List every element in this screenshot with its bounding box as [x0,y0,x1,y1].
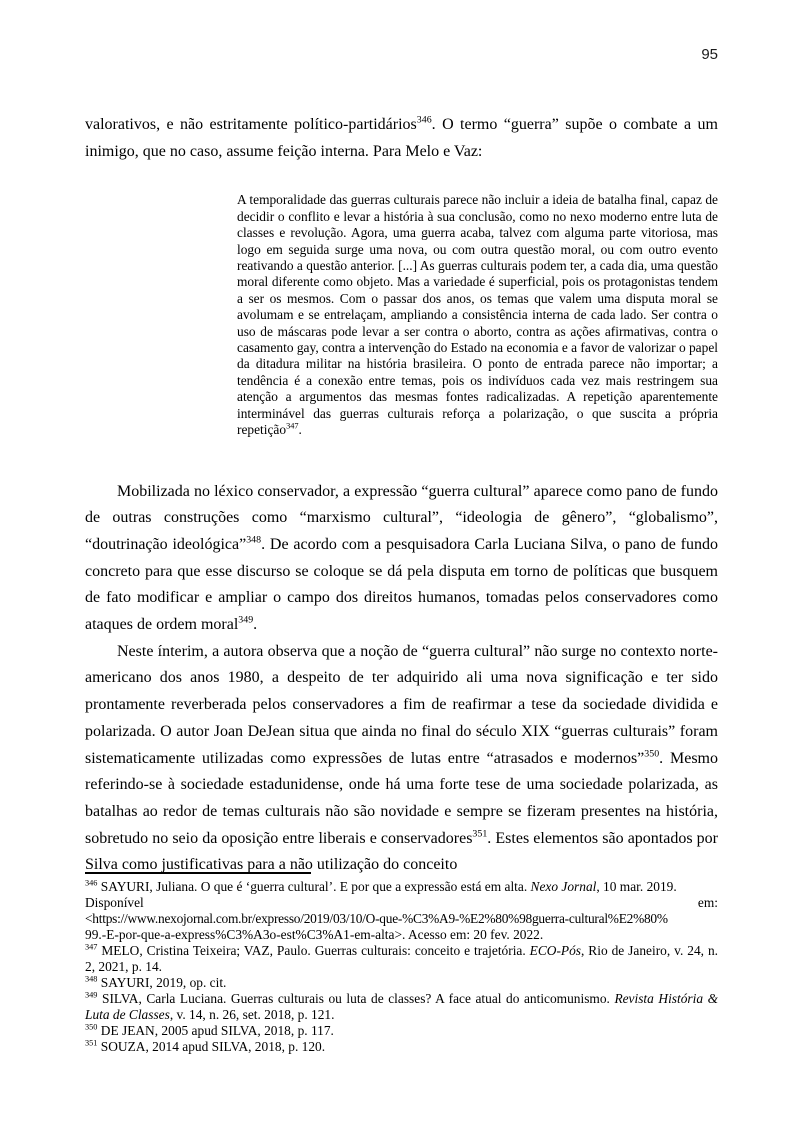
body-paragraph-2: Mobilizada no léxico conservador, a expressão “guerra cultural” aparece como pano de fundo de outras construções como “marxismo cultural”, “ideologia de gênero”, “globalismo”, “doutrinação ideológica”$^{348}$. De acordo com a pesquisadora Carla Luciana Silva, o pano de fundo concreto para que esse discurso se coloque se dá pela disputa em torno de políticas que busquem de fato modificar e ampliar o campo dos direitos humanos, tomadas pelos conservadores como ataques de ordem moral$^{349}$. [85,482,718,634]
footnote-346-url-line-1: <https://www.nexojornal.com.br/expresso/2019/03/10/O-que-%C3%A9-%E2%80%98guerra-cultural%E2%80% [85,911,668,926]
page-content [85,112,718,879]
footnotes-section [85,872,718,1055]
footnote-349: $^{349}$ SILVA, Carla Luciana. Guerras culturais ou luta de classes? A face atual do anticomunismo. Revista História & Luta de Classes, v. 14, n. 26, set. 2018, p. 121. [85,990,718,1022]
footnote-351: $^{351}$ SOUZA, 2014 apud SILVA, 2018, p. 120. [85,1038,326,1054]
block-quote: A temporalidade das guerras culturais parece não incluir a ideia de batalha final, capaz de decidir o conflito e levar a história à sua conclusão, como no nexo moderno entre luta de classes e revolução. Agora, uma guerra acaba, talvez com alguma parte vitoriosa, mas logo em seguida surge uma nova, ou com outra questão moral, ou com outro evento reativando a questão anterior. [...] As guerras culturais podem ter, a cada dia, uma questão moral diferente como objeto. Mas a variedade é superficial, pois os protagonistas tendem a ser os mesmos. Com o passar dos anos, os temas que valem uma disputa moral se avolumam e se entrelaçam, ampliando a consistência interna de cada lado. Ser contra o uso de máscaras pode levar a ser contra o aborto, contra as ações afirmativas, contra o casamento gay, contra a intervenção do Estado na economia e a favor de valorizar o papel da ditadura militar na história brasileira. O ponto de entrada parece não importar; a tendência é a conexão entre temas, pois os indivíduos cada vez mais restringem sua atenção a argumentos das mesmas fontes radicalizadas. A repetição aparentemente interminável das guerras culturais reforça a polarização, o que suscita a própria repetição$^{347}$. [237,192,718,438]
body-paragraph-1: valorativos, e não estritamente político-partidários$^{346}$. O termo “guerra” supõe o combate a um inimigo, que no caso, assume feição interna. Para Melo e Vaz: [85,114,718,160]
footnote-348: $^{348}$ SAYURI, 2019, op. cit. [85,974,227,990]
footnote-350: $^{350}$ DE JEAN, 2005 apud SILVA, 2018, p. 117. [85,1022,334,1038]
page-number: 95 [701,46,718,63]
body-paragraph-3: Neste ínterim, a autora observa que a noção de “guerra cultural” não surge no contexto norte-americano dos anos 1980, a despeito de ter adquirido ali uma nova significação e ter sido prontamente reverberada pelos conservadores a fim de reafirmar a tese da sociedade dividida e polarizada. O autor Joan DeJean situa que ainda no final do século XIX “guerras culturais” foram sistematicamente utilizadas como expressões de lutas entre “atrasados e modernos”$^{350}$. Mesmo referindo-se à sociedade estadunidense, onde há uma forte tese de uma sociedade polarizada, as batalhas ao redor de temas culturais não são novidade e sempre se fizeram presentes na história, sobretudo no seio da oposição entre liberais e conservadores$^{351}$. Estes elementos são apontados por Silva como justificativas para a não utilização do conceito [85,642,718,874]
footnote-346-line-2: Disponível em: [85,895,718,910]
footnote-347: $^{347}$ MELO, Cristina Teixeira; VAZ, Paulo. Guerras culturais: conceito e trajetória. ECO-Pós, Rio de Janeiro, v. 24, n. 2, 2021, p. 14. [85,942,719,974]
footnote-346-url-line-2: 99.-E-por-que-a-express%C3%A3o-est%C3%A1-em-alta>. Acesso em: 20 fev. 2022. [85,927,544,942]
footnote-346-line-1: $^{346}$ SAYURI, Juliana. O que é ‘guerra cultural’. E por que a expressão está em alta. Nexo Jornal, 10 mar. 2019. [85,878,677,894]
footnote-separator [85,872,311,874]
